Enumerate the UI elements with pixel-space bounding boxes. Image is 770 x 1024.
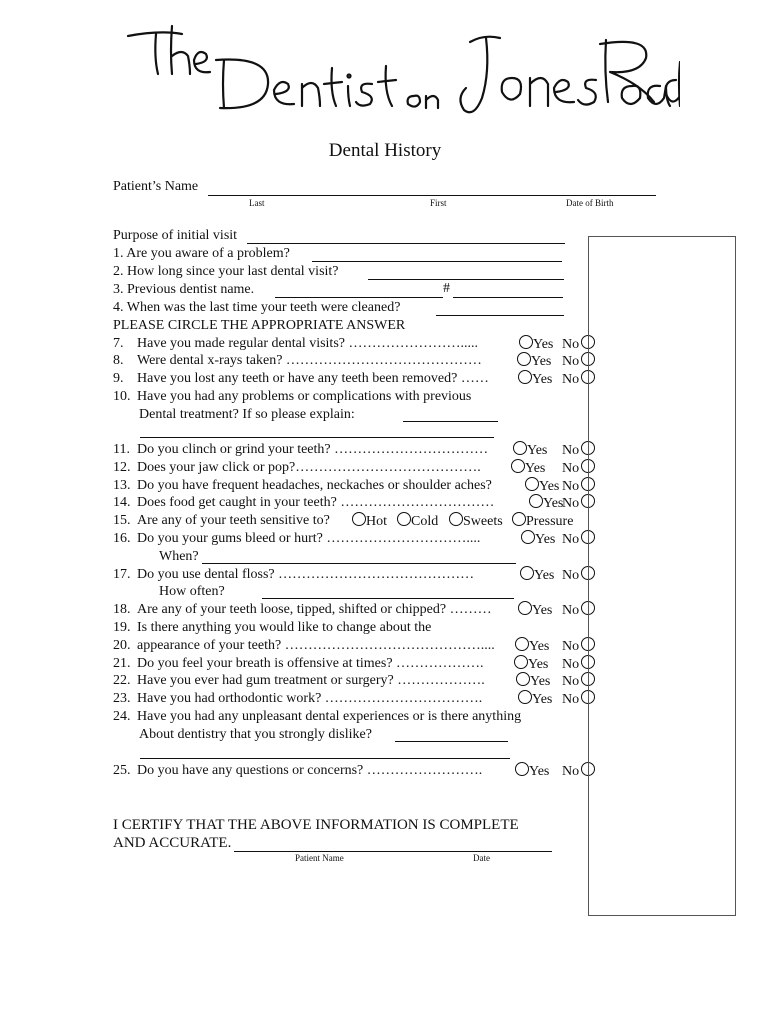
yes-radio-circle[interactable] <box>519 335 533 349</box>
last-sublabel: Last <box>249 198 265 208</box>
certify-line1: I CERTIFY THAT THE ABOVE INFORMATION IS COMPLETE <box>113 817 519 833</box>
question-row <box>113 477 492 495</box>
no-label: No <box>562 337 580 352</box>
radio-circle[interactable] <box>352 512 366 526</box>
sensitivity-option-hot[interactable] <box>352 512 387 530</box>
question-row <box>113 441 488 459</box>
yes-label: Yes <box>531 354 552 369</box>
question-row <box>113 406 355 424</box>
q3-name-field[interactable] <box>275 297 443 298</box>
no-label: No <box>562 692 580 707</box>
question-row <box>113 494 494 512</box>
yes-radio-circle[interactable] <box>518 690 532 704</box>
yes-option[interactable] <box>518 601 552 619</box>
yes-label: Yes <box>532 372 553 387</box>
question-row <box>113 370 489 388</box>
yes-label: Yes <box>535 532 556 547</box>
no-label: No <box>562 764 580 779</box>
question-text: Do you clinch or grind your teeth? …………………………… <box>137 442 489 457</box>
question-text: Were dental x-rays taken? …………………………………… <box>137 353 482 368</box>
answer-blank-line[interactable] <box>140 437 494 438</box>
radio-circle[interactable] <box>449 512 463 526</box>
no-label: No <box>562 372 580 387</box>
yes-option[interactable] <box>529 494 563 512</box>
question-row <box>113 726 372 744</box>
question-text: appearance of your teeth? …………………………………….... <box>137 638 495 653</box>
yes-option[interactable] <box>513 441 547 459</box>
purpose-label: Purpose of initial visit <box>113 228 238 243</box>
question-row <box>113 388 471 406</box>
yes-label: Yes <box>528 657 549 672</box>
question-text: Have you had orthodontic work? ……………………………. <box>137 691 483 706</box>
yes-radio-circle[interactable] <box>518 370 532 384</box>
yes-radio-circle[interactable] <box>525 477 539 491</box>
first-sublabel: First <box>430 198 447 208</box>
question-text: Have you made regular dental visits? ……………………..... <box>137 336 478 351</box>
yes-radio-circle[interactable] <box>515 637 529 651</box>
question-text: Do you feel your breath is offensive at times? ………………. <box>137 656 484 671</box>
dob-sublabel: Date of Birth <box>566 198 614 208</box>
question-row <box>113 530 480 548</box>
question-number: 24. <box>113 709 131 724</box>
yes-radio-circle[interactable] <box>513 441 527 455</box>
question-row <box>113 601 492 619</box>
yes-label: Yes <box>539 479 560 494</box>
sensitivity-label: Sweets <box>463 514 503 529</box>
q1-field[interactable] <box>312 261 562 262</box>
instruction-heading: PLEASE CIRCLE THE APPROPRIATE ANSWER <box>113 318 406 333</box>
answer-blank-line[interactable] <box>262 598 514 599</box>
yes-option[interactable] <box>519 335 553 353</box>
hash-sign: # <box>443 281 450 296</box>
yes-option[interactable] <box>517 352 551 370</box>
question-row <box>113 352 482 370</box>
no-label: No <box>562 443 580 458</box>
question-row <box>113 335 478 353</box>
yes-option[interactable] <box>511 459 545 477</box>
question-number: 19. <box>113 620 131 635</box>
question-number: 20. <box>113 638 131 653</box>
question-row <box>113 548 199 566</box>
question-text: Do you have any questions or concerns? ……………………. <box>137 763 483 778</box>
yes-radio-circle[interactable] <box>521 530 535 544</box>
answer-blank-line[interactable] <box>140 758 510 759</box>
question-number: 7. <box>113 336 124 351</box>
yes-label: Yes <box>532 603 553 618</box>
patient-name-field[interactable] <box>208 195 656 196</box>
question-row <box>113 583 225 601</box>
sensitivity-label: Hot <box>366 514 387 529</box>
question-number: 22. <box>113 673 131 688</box>
no-label: No <box>562 568 580 583</box>
yes-option[interactable] <box>515 762 549 780</box>
yes-option[interactable] <box>525 477 559 495</box>
yes-option[interactable] <box>518 690 552 708</box>
sensitivity-option-pressure[interactable] <box>512 512 573 530</box>
no-label: No <box>562 461 580 476</box>
yes-radio-circle[interactable] <box>518 601 532 615</box>
yes-radio-circle[interactable] <box>529 494 543 508</box>
yes-option[interactable] <box>515 637 549 655</box>
date-sublabel: Date <box>473 853 490 863</box>
question-row <box>113 512 330 530</box>
no-label: No <box>562 657 580 672</box>
question-text: Have you lost any teeth or have any teeth been removed? …… <box>137 371 489 386</box>
patient-name-sublabel: Patient Name <box>295 853 344 863</box>
yes-option[interactable] <box>520 566 554 584</box>
question-number: 16. <box>113 531 131 546</box>
signature-field[interactable] <box>234 851 552 852</box>
no-label: No <box>562 354 580 369</box>
question-text: Do you have frequent headaches, neckaches or shoulder aches? <box>137 478 492 493</box>
question-text: Is there anything you would like to change about the <box>137 620 432 635</box>
yes-radio-circle[interactable] <box>520 566 534 580</box>
yes-radio-circle[interactable] <box>515 762 529 776</box>
certify-line2: AND ACCURATE. <box>113 835 232 851</box>
no-label: No <box>562 532 580 547</box>
yes-label: Yes <box>527 443 548 458</box>
question-row <box>113 637 495 655</box>
q4-label: 4. When was the last time your teeth were cleaned? <box>113 300 401 315</box>
yes-radio-circle[interactable] <box>511 459 525 473</box>
yes-option[interactable] <box>514 655 548 673</box>
question-row <box>113 619 431 637</box>
question-number: 25. <box>113 763 131 778</box>
purpose-field[interactable] <box>247 243 565 244</box>
no-label: No <box>562 639 580 654</box>
question-number: 13. <box>113 478 131 493</box>
q3-number-field[interactable] <box>453 297 563 298</box>
answer-blank-line[interactable] <box>395 741 508 742</box>
yes-label: Yes <box>532 692 553 707</box>
yes-label: Yes <box>529 639 550 654</box>
no-label: No <box>562 496 580 511</box>
q1-label: 1. Are you aware of a problem? <box>113 246 290 261</box>
yes-label: Yes <box>543 496 564 511</box>
question-text: When? <box>159 549 199 564</box>
no-label: No <box>562 603 580 618</box>
no-label: No <box>562 674 580 689</box>
question-text: Have you had any problems or complications with previous <box>137 389 472 404</box>
dentist-logo <box>120 22 680 122</box>
question-number: 15. <box>113 513 131 528</box>
q2-label: 2. How long since your last dental visit? <box>113 264 339 279</box>
question-row <box>113 672 485 690</box>
yes-option[interactable] <box>516 672 550 690</box>
logo-text: The Dentist on Jones Road <box>120 22 131 23</box>
question-row <box>113 762 482 780</box>
question-text: Are any of your teeth sensitive to? <box>137 513 330 528</box>
yes-option[interactable] <box>521 530 555 548</box>
patient-name-label: Patient’s Name <box>113 179 199 194</box>
question-row <box>113 708 521 726</box>
answer-blank-line[interactable] <box>403 421 498 422</box>
yes-label: Yes <box>534 568 555 583</box>
question-number: 21. <box>113 656 131 671</box>
question-number: 12. <box>113 460 131 475</box>
question-row <box>113 690 482 708</box>
question-text: About dentistry that you strongly dislike? <box>139 727 372 742</box>
question-row <box>113 566 474 584</box>
question-number: 18. <box>113 602 131 617</box>
question-text: Are any of your teeth loose, tipped, shifted or chipped? ……… <box>137 602 492 617</box>
answer-blank-line[interactable] <box>202 563 516 564</box>
question-text: Have you had any unpleasant dental experiences or is there anything <box>137 709 522 724</box>
no-label: No <box>562 479 580 494</box>
notes-box <box>588 236 736 916</box>
yes-label: Yes <box>525 461 546 476</box>
question-row <box>113 655 484 673</box>
sensitivity-label: Pressure <box>526 514 574 529</box>
page-title: Dental History <box>328 140 442 161</box>
question-number: 14. <box>113 495 131 510</box>
q2-field[interactable] <box>368 279 564 280</box>
question-number: 23. <box>113 691 131 706</box>
q3-label: 3. Previous dentist name. <box>113 282 255 297</box>
q4-field[interactable] <box>436 315 564 316</box>
yes-label: Yes <box>530 674 551 689</box>
question-text: Do you your gums bleed or hurt? ………………………….... <box>137 531 481 546</box>
sensitivity-option-cold[interactable] <box>397 512 438 530</box>
question-number: 11. <box>113 442 130 457</box>
question-number: 17. <box>113 567 131 582</box>
question-text: Have you ever had gum treatment or surgery? ………………. <box>137 673 485 688</box>
sensitivity-option-sweets[interactable] <box>449 512 503 530</box>
question-text: Dental treatment? If so please explain: <box>139 407 355 422</box>
question-number: 8. <box>113 353 124 368</box>
sensitivity-label: Cold <box>411 514 439 529</box>
yes-label: Yes <box>533 337 554 352</box>
radio-circle[interactable] <box>397 512 411 526</box>
yes-radio-circle[interactable] <box>516 672 530 686</box>
yes-radio-circle[interactable] <box>517 352 531 366</box>
radio-circle[interactable] <box>512 512 526 526</box>
yes-option[interactable] <box>518 370 552 388</box>
question-text: Do you use dental floss? …………………………………… <box>137 567 475 582</box>
question-text: How often? <box>159 584 225 599</box>
question-number: 10. <box>113 389 131 404</box>
yes-radio-circle[interactable] <box>514 655 528 669</box>
question-text: Does food get caught in your teeth? …………………………… <box>137 495 495 510</box>
question-number: 9. <box>113 371 124 386</box>
question-row <box>113 459 481 477</box>
question-text: Does your jaw click or pop?…………………………………. <box>137 460 481 475</box>
yes-label: Yes <box>529 764 550 779</box>
